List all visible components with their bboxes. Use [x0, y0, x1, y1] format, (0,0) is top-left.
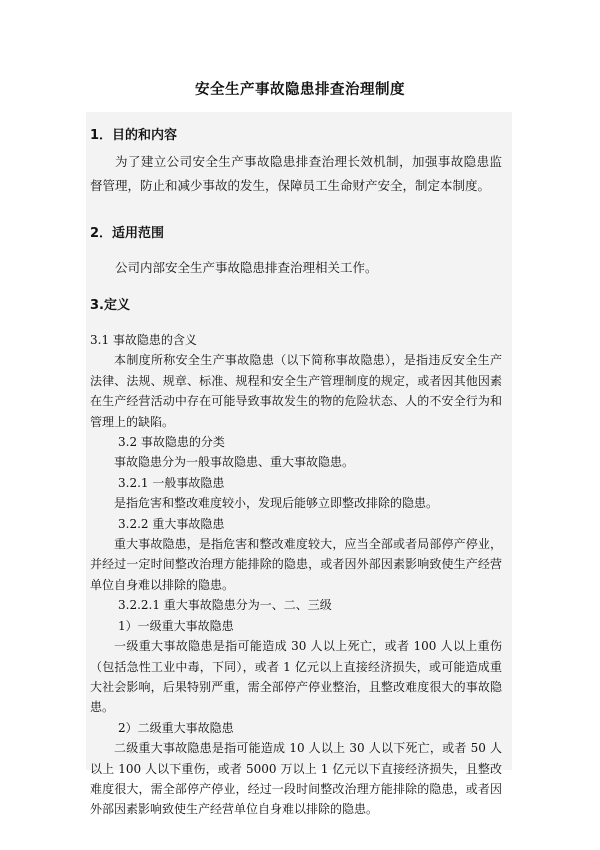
paragraph: 1）一级重大事故隐患: [118, 618, 234, 633]
paragraph: 重大事故隐患，是指危害和整改难度较大，应当全部或者局部停产停业，并经过一定时间整改治理方能排除的隐患，或者因外部因素影响致使生产经营单位自身难以排除的隐患。: [90, 537, 502, 592]
paragraph: 本制度所称安全生产事故隐患（以下简称事故隐患），是指违反安全生产法律、法规、规章、标准、规程和安全生产管理制度的规定，或者因其他因素在生产经营活动中存在可能导致事故发生的物的危险状态、人的不安全行为和管理上的缺陷。: [90, 353, 502, 429]
section-2-body: 公司内部安全生产事故隐患排查治理相关工作。: [115, 260, 378, 275]
section-heading-2: 2．适用范围: [90, 226, 165, 241]
paragraph: 3.2.2 重大事故隐患: [118, 516, 225, 531]
definitions-body: [90, 330, 502, 820]
paragraph: 3.2.2.1 重大事故隐患分为一、二、三级: [118, 598, 332, 613]
section-1-body: 为了建立公司安全生产事故隐患排查治理长效机制，加强事故隐患监督管理，防止和减少事故的发生，保障员工生命财产安全，制定本制度。: [90, 154, 502, 193]
paragraph: 3.2 事故隐患的分类: [118, 435, 225, 450]
paragraph: 一级重大事故隐患是指可能造成 30 人以上死亡，或者 100 人以上重伤（包括急性工业中毒，下同），或者 1 亿元以上直接经济损失，或可能造成重大社会影响，后果特别严重，需全部停产停业整治，且整改难度很大的事故隐患。: [90, 639, 502, 715]
paragraph: 2）二级重大事故隐患: [118, 720, 234, 735]
paragraph: 3.1 事故隐患的含义: [90, 333, 197, 347]
paragraph: 事故隐患分为一般事故隐患、重大事故隐患。: [114, 455, 355, 470]
paragraph: 二级重大事故隐患是指可能造成 10 人以上 30 人以下死亡，或者 50 人以上 100 人以下重伤，或者 5000 万以上 1 亿元以下直接经济损失，且整改难度很大，需全部停产停业，经过一段时间整改治理方能排除的隐患，或者因外部因素影响致使生产经营单位自身难以排除的隐患。: [90, 741, 502, 817]
section-heading-3: 3.定义: [90, 298, 130, 313]
section-heading-1: 1．目的和内容: [90, 128, 178, 143]
document-title: 安全生产事故隐患排查治理制度: [195, 82, 405, 98]
paragraph: 是指危害和整改难度较小，发现后能够立即整改排除的隐患。: [114, 496, 439, 511]
paragraph: 3.2.1 一般事故隐患: [118, 475, 225, 490]
